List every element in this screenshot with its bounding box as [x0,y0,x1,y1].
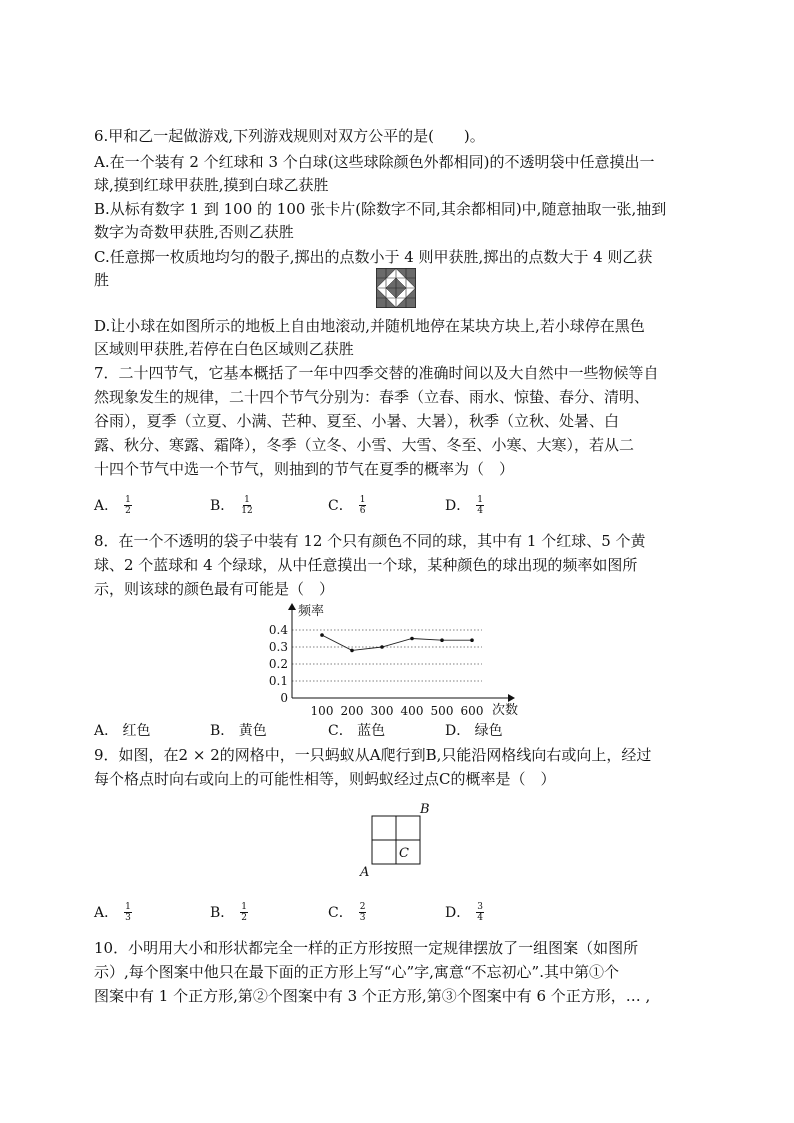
q7-option-d[interactable] [445,495,484,516]
q6-option-c-line2: 胜 [94,271,110,289]
data-point [410,637,414,641]
fraction: $\frac{1}{3}$ [125,902,131,923]
q8-line2: 球、2 个蓝球和 4 个绿球，从中任意摸出一个球，某种颜色的球出现的频率如图所 [94,556,638,574]
x-tick-label: 500 [430,704,454,718]
y-tick-label: 0.2 [268,657,288,671]
q7-line5: 十四个节气中选一个节气，则抽到的节气在夏季的概率为（ ） [94,460,515,478]
fraction: $\frac{1}{4}$ [477,495,483,516]
point-c-label: C [399,846,409,861]
q7-options [94,495,694,523]
data-point [350,649,354,653]
q9-options [94,902,694,930]
fraction: $\frac{1}{2}$ [125,495,131,516]
q7-option-c[interactable] [328,495,366,516]
option-label: C． [328,904,353,921]
q9-option-c[interactable] [328,902,366,923]
q8-options [94,721,694,743]
q7-line4: 露、秋分、寒露、霜降），冬季（立冬、小雪、大雪、冬至、小寒、大寒），若从二 [94,436,635,454]
q7-line1: 7．二十四节气，它基本概括了一年中四季交替的准确时间以及大自然中一些物候等自 [94,364,659,382]
q9-line2: 每个格点时向右或向上的可能性相等，则蚂蚁经过点C的概率是（ ） [94,770,556,788]
q6-option-b-line2: 数字为奇数甲获胜,否则乙获胜 [94,223,294,241]
q9-grid-figure [356,798,436,880]
q10-line2: 示）,每个图案中他只在最下面的正方形上写“心”字,寓意“不忘初心”.其中第①个 [94,963,619,981]
frequency-series-line [322,635,472,650]
fraction: $\frac{1}{6}$ [359,495,366,516]
option-label: B． [210,497,235,514]
q6-option-d-line1: D.让小球在如图所示的地板上自由地滚动,并随机地停在某块方块上,若小球停在黑色 [94,317,645,335]
q8-line3: 示，则该球的颜色最有可能是（ ） [94,580,335,598]
q6-floor-tile-figure [376,268,416,308]
q6-stem: 6.甲和乙一起做游戏,下列游戏规则对双方公平的是( )。 [94,127,485,145]
fraction: $\frac{1}{12}$ [241,495,253,516]
data-point [470,638,474,642]
q10-line1: 10．小明用大小和形状都完全一样的正方形按照一定规律摆放了一组图案（如图所 [94,939,639,957]
q7-line3: 谷雨），夏季（立夏、小满、芒种、夏至、小暑、大暑），秋季（立秋、处暑、白 [94,412,620,430]
fraction: $\frac{3}{4}$ [477,902,483,923]
q6-option-a-line2: 球,摸到红球甲获胜,摸到白球乙获胜 [94,176,329,194]
data-point [320,633,324,637]
q9-option-d[interactable] [445,902,484,923]
option-label: A． [94,904,119,921]
x-tick-label: 200 [340,704,364,718]
point-a-label: A [360,865,370,880]
y-axis-label: 频率 [298,604,325,619]
q6-option-d-line2: 区域则甲获胜,若停在白色区域则乙获胜 [94,340,354,358]
data-point [380,645,384,649]
x-tick-label: 100 [310,704,334,718]
frequency-line-chart [260,598,530,720]
q10-line3: 图案中有 1 个正方形,第②个图案中有 3 个正方形,第③个图案中有 6 个正方形，… , [94,987,651,1005]
q6-option-c-line1: C.任意掷一枚质地均匀的骰子,掷出的点数小于 4 则甲获胜,掷出的点数大于 4 则乙获 [94,248,653,266]
q6-option-b-line1: B.从标有数字 1 到 100 的 100 张卡片(除数字不同,其余都相同)中,随意抽取一张,抽到 [94,200,667,218]
y-tick-label: 0.3 [268,640,288,654]
q9-option-b[interactable] [210,902,248,923]
q9-option-a[interactable] [94,902,132,923]
q7-line2: 然现象发生的规律，二十四个节气分别为：春季（立春、雨水、惊蛰、春分、清明、 [94,388,650,406]
x-axis-label: 次数 [492,703,519,718]
q8-option-a[interactable]: A． 红色 [94,723,151,739]
y-tick-label: 0.1 [268,674,288,688]
option-label: B． [210,904,235,921]
y-tick-label: 0.4 [268,623,288,637]
option-label: D． [445,497,471,514]
q8-option-b[interactable]: B． 黄色 [210,723,267,739]
q8-line1: 8．在一个不透明的袋子中装有 12 个只有颜色不同的球，其中有 1 个红球、5 个黄 [94,532,646,550]
point-b-label: B [420,802,430,817]
q8-option-c[interactable]: C． 蓝色 [328,723,386,739]
q6-option-a-line1: A.在一个装有 2 个红球和 3 个白球(这些球除颜色外都相同)的不透明袋中任意摸出一 [94,153,655,171]
q9-line1: 9．如图，在2 × 2的网格中，一只蚂蚁从A爬行到B,只能沿网格线向右或向上，经过 [94,746,652,764]
fraction: $\frac{2}{3}$ [359,902,366,923]
q7-option-a[interactable] [94,495,132,516]
q8-option-d[interactable]: D． 绿色 [445,723,503,739]
x-tick-label: 400 [400,704,424,718]
x-tick-label: 600 [460,704,484,718]
option-label: D． [445,904,471,921]
data-point [440,638,444,642]
q7-option-b[interactable] [210,495,254,516]
option-label: C． [328,497,353,514]
option-label: A． [94,497,119,514]
y-tick-label: 0 [280,691,288,705]
x-tick-label: 300 [370,704,394,718]
fraction: $\frac{1}{2}$ [241,902,248,923]
